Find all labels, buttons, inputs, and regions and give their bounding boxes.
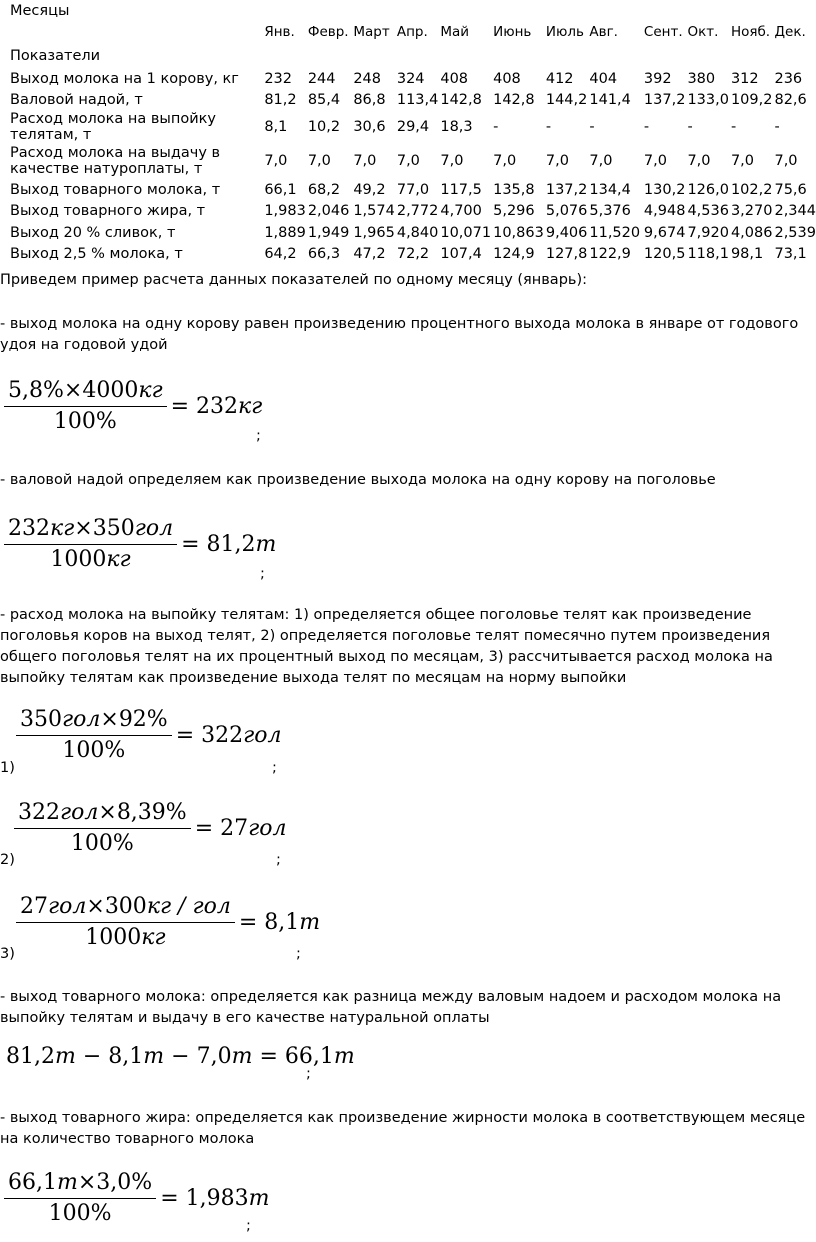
month-header: Февр. [307, 24, 349, 40]
table-cell: 7,0 [774, 153, 798, 169]
table-cell: 82,6 [774, 92, 807, 109]
table-row [6, 201, 816, 223]
table-cell: 9,406 [545, 224, 588, 241]
table-cell: 75,6 [774, 181, 807, 198]
indicator-header: Показатели [10, 48, 101, 64]
table-cell: 412 [545, 70, 574, 87]
table-cell: 4,086 [730, 224, 773, 241]
month-header: Апр. [396, 24, 428, 40]
table-cell: 77,0 [396, 181, 430, 198]
step-2-label: 2) [0, 852, 15, 868]
semicolon: ; [296, 946, 301, 962]
table-cell: 135,8 [493, 181, 535, 198]
table-cell: 126,0 [687, 181, 729, 198]
table-cell: 1,983 [264, 203, 306, 220]
table-cell: 47,2 [353, 246, 386, 263]
market-fat-paragraph: - выход товарного жира: определяется как произведение жирности молока в соответствующем месяце на количество товарного молока [0, 1110, 806, 1147]
semicolon: ; [260, 566, 265, 582]
table-cell: 134,4 [589, 181, 631, 198]
formula-market-milk: 81,2т − 8,1т − 7,0т = 66,1т [6, 1044, 355, 1069]
semicolon: ; [272, 760, 277, 776]
intro-paragraph: Приведем пример расчета данных показателей по одному месяцу (январь): [0, 272, 587, 288]
table-cell: 124,9 [493, 246, 535, 263]
table-cell: 404 [589, 70, 618, 87]
table-cell: 7,0 [353, 153, 377, 169]
gross-yield-paragraph: - валовой надой определяем как произведение выхода молока на одну корову на поголовье [0, 472, 716, 488]
table-cell: 10,071 [440, 224, 492, 241]
indicator-header-row [6, 44, 816, 68]
milk-indicators-table [6, 20, 816, 265]
table-cell: 7,0 [440, 153, 464, 169]
formula-yield: $\frac{5,8\%\times 4000кг}{100\%}$ = 232кг [6, 378, 262, 434]
calves-paragraph: - расход молока на выпойку телятам: 1) определяется общее поголовье телят как произведение поголовья коров на выход телят, 2) определяется поголовье телят помесячно путем произведения общего поголовья телят на их процентный выход по месяцам, 3) рассчитывается расход молока на выпойку телятам как произведение выхода телят по месяцам на норму выпойки [0, 607, 773, 686]
table-cell: 137,2 [643, 92, 686, 109]
market-milk-paragraph: - выход товарного молока: определяется как разница между валовым надоем и расходом молока на выпойку телятам и выдачу в его качестве натуральной оплаты [0, 989, 782, 1026]
step-3-label: 3) [0, 946, 15, 962]
table-cell: 2,539 [774, 224, 816, 241]
table-cell: 324 [396, 70, 425, 87]
table-cell: 7,0 [589, 153, 613, 169]
table-cell: 7,0 [307, 153, 331, 169]
indicator-label: Выход товарного жира, т [10, 203, 206, 220]
formula-calves-monthly: $\frac{\text{322гол×8,39\%}}{100\%}$ = 27гол [16, 800, 287, 856]
formula-gross-yield: $\frac{\text{232кг×350гол}}{1000кг}$ = 81,2т [6, 516, 276, 572]
table-cell: 5,376 [589, 203, 631, 220]
table-cell: 141,4 [589, 92, 631, 109]
month-header: Май [440, 24, 470, 40]
table-cell: 66,1 [264, 181, 297, 198]
table-cell: - [774, 119, 780, 135]
table-cell: 107,4 [440, 246, 482, 263]
formula-market-fat: $\frac{66,1т\times 3,0\%}{100\%}$ = 1,983т [6, 1170, 270, 1226]
table-cell: 2,772 [396, 203, 439, 220]
table-cell: 133,0 [687, 92, 729, 109]
table-cell: 7,0 [643, 153, 667, 169]
table-cell: 232 [264, 70, 292, 87]
month-header: Июль [545, 24, 584, 40]
table-cell: 5,076 [545, 203, 588, 220]
table-cell: 18,3 [440, 119, 473, 135]
table-row [6, 179, 816, 201]
indicator-label: Валовой надой, т [10, 92, 143, 109]
table-cell: 11,520 [589, 224, 641, 241]
table-cell: 81,2 [264, 92, 297, 109]
table-cell: 408 [493, 70, 521, 87]
table-cell: 4,840 [396, 224, 439, 241]
table-cell: - [589, 119, 595, 135]
table-cell: 72,2 [396, 246, 430, 263]
table-cell: 86,8 [353, 92, 386, 109]
table-cell: 10,863 [493, 224, 544, 241]
indicator-label: Выход товарного молока, т [10, 181, 221, 198]
table-cell: 68,2 [307, 181, 341, 198]
table-cell: 137,2 [545, 181, 588, 198]
table-cell: 73,1 [774, 246, 807, 263]
table-cell: 1,965 [353, 224, 395, 241]
table-row [6, 68, 816, 90]
table-cell: 7,0 [396, 153, 420, 169]
table-cell: 98,1 [730, 246, 764, 263]
month-header: Дек. [774, 24, 806, 40]
table-cell: - [643, 119, 650, 135]
table-title: Месяцы [10, 3, 70, 19]
indicator-label: Выход 2,5 % молока, т [10, 246, 183, 263]
table-cell: 380 [687, 70, 716, 87]
table-cell: - [687, 119, 693, 135]
table-cell: 3,270 [730, 203, 773, 220]
table-cell: 29,4 [396, 119, 430, 135]
table-cell: 236 [774, 70, 803, 87]
table-cell: 2,046 [307, 203, 350, 220]
table-cell: 30,6 [353, 119, 386, 135]
table-cell: 8,1 [264, 119, 288, 135]
table-row [6, 111, 816, 143]
indicator-label: Расход молока на выдачу в качестве натуроплаты, т [10, 145, 221, 177]
yield-paragraph: - выход молока на одну корову равен произведению процентного выхода молока в январе от годового удоя на годовой удой [0, 316, 799, 353]
table-cell: 1,574 [353, 203, 395, 220]
table-cell: - [545, 119, 552, 135]
table-cell: 7,920 [687, 224, 729, 241]
month-header: Окт. [687, 24, 719, 40]
table-cell: 4,700 [440, 203, 482, 220]
table-row [6, 222, 816, 244]
semicolon: ; [256, 428, 261, 444]
table-cell: - [730, 119, 737, 135]
table-cell: 117,5 [440, 181, 482, 198]
table-cell: 5,296 [493, 203, 535, 220]
month-header: Авг. [589, 24, 618, 40]
table-cell: 312 [730, 70, 759, 87]
table-cell: 102,2 [730, 181, 773, 198]
semicolon: ; [306, 1066, 311, 1082]
table-cell: 244 [307, 70, 336, 87]
formula-calves-total: $\frac{\text{350гол×92\%}}{100\%}$ = 322гол [18, 707, 282, 763]
table-cell: 4,948 [643, 203, 686, 220]
table-cell: 85,4 [307, 92, 341, 109]
table-cell: 4,536 [687, 203, 729, 220]
table-cell: 122,9 [589, 246, 631, 263]
indicator-label: Выход молока на 1 корову, кг [10, 70, 239, 87]
table-cell: 130,2 [643, 181, 686, 198]
indicator-label: Расход молока на выпойку телятам, т [10, 111, 216, 143]
table-cell: 392 [643, 70, 672, 87]
month-header: Сент. [643, 24, 683, 40]
table-row [6, 244, 816, 266]
table-cell: 1,889 [264, 224, 306, 241]
table-cell: 142,8 [440, 92, 482, 109]
table-cell: 120,5 [643, 246, 686, 263]
table-cell: 2,344 [774, 203, 816, 220]
semicolon: ; [276, 852, 281, 868]
table-cell: 142,8 [493, 92, 535, 109]
formula-calves-milk: $\frac{\text{27гол×300кг / гол}}{1000кг}$ = 8,1т [18, 894, 320, 950]
table-cell: 144,2 [545, 92, 588, 109]
table-cell: 7,0 [264, 153, 288, 169]
month-header-row [6, 20, 816, 44]
month-header: Июнь [493, 24, 532, 40]
table-cell: 118,1 [687, 246, 729, 263]
table-cell: 64,2 [264, 246, 297, 263]
table-cell: 49,2 [353, 181, 386, 198]
table-cell: 66,3 [307, 246, 341, 263]
table-cell: 9,674 [643, 224, 686, 241]
month-header: Нояб. [730, 24, 771, 40]
table-cell: 7,0 [687, 153, 711, 169]
month-header: Март [353, 24, 390, 40]
table-cell: 7,0 [493, 153, 517, 169]
table-cell: 7,0 [730, 153, 755, 169]
table-row [6, 90, 816, 112]
table-cell: 7,0 [545, 153, 569, 169]
table-cell: 109,2 [730, 92, 773, 109]
table-cell: - [493, 119, 499, 135]
step-1-label: 1) [0, 760, 15, 776]
table-cell: 113,4 [396, 92, 439, 109]
table-cell: 127,8 [545, 246, 588, 263]
semicolon: ; [246, 1218, 251, 1234]
table-row [6, 143, 816, 179]
table-cell: 10,2 [307, 119, 341, 135]
table-cell: 1,949 [307, 224, 350, 241]
indicator-label: Выход 20 % сливок, т [10, 224, 176, 241]
month-header: Янв. [264, 24, 295, 40]
table-cell: 408 [440, 70, 469, 87]
table-cell: 248 [353, 70, 382, 87]
